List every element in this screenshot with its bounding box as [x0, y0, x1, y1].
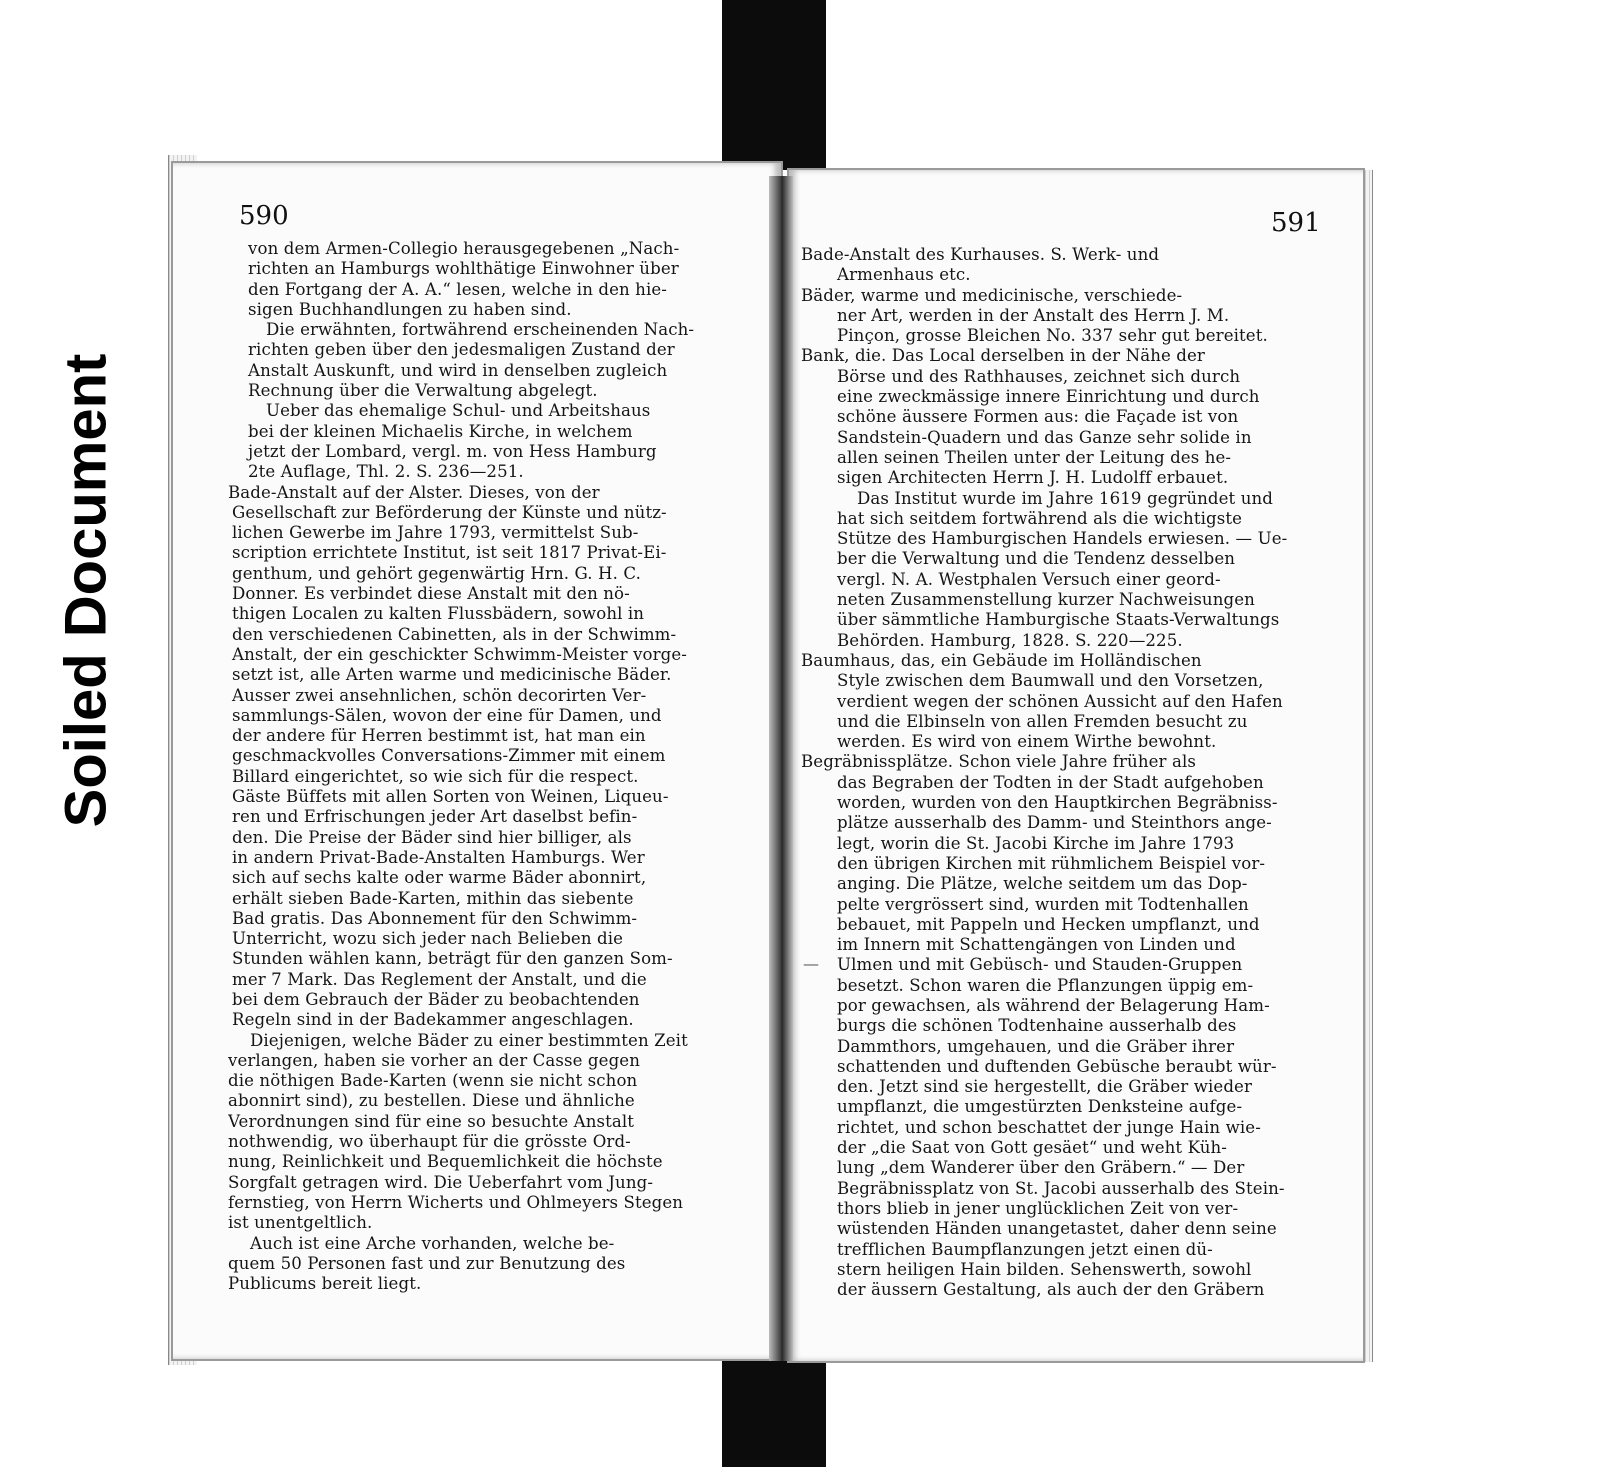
text-line: allen seinen Theilen unter der Leitung des he-: [837, 447, 1232, 467]
text-line: 2te Auflage, Thl. 2. S. 236—251.: [248, 462, 524, 482]
text-line: besetzt. Schon waren die Pflanzungen üppig em-: [837, 975, 1254, 995]
text-line: vergl. N. A. Westphalen Versuch einer geord-: [837, 569, 1221, 589]
text-line: jetzt der Lombard, vergl. m. von Hess Hamburg: [248, 441, 657, 461]
text-line: Bade-Anstalt des Kurhauses. S. Werk- und: [801, 245, 1160, 264]
text-line: trefflichen Baumpflanzungen jetzt einen dü-: [837, 1239, 1213, 1259]
text-line: Börse und des Rathhauses, zeichnet sich durch: [837, 366, 1241, 386]
text-line: der andere für Herren bestimmt ist, hat man ein: [232, 726, 646, 746]
text-line: Baumhaus, das, ein Gebäude im Holländischen: [801, 650, 1202, 670]
text-line: Gäste Büffets mit allen Sorten von Weinen, Liqueu-: [232, 787, 669, 807]
text-line: thors blieb in jener unglücklichen Zeit von ver-: [837, 1198, 1239, 1218]
text-line: Regeln sind in der Badekammer angeschlagen.: [232, 1010, 634, 1030]
text-line: Publicums bereit liegt.: [228, 1274, 422, 1294]
text-line: Bäder, warme und medicinische, verschiede-: [801, 285, 1183, 305]
text-line: Anstalt, der ein geschickter Schwimm-Meister vorge-: [232, 644, 688, 664]
text-line: sich auf sechs kalte oder warme Bäder abonnirt,: [232, 868, 647, 888]
text-line: Behörden. Hamburg, 1828. S. 220—225.: [837, 630, 1183, 650]
text-line: hat sich seitdem fortwährend als die wichtigste: [837, 508, 1243, 528]
text-line: Diejenigen, welche Bäder zu einer bestimmten Zeit: [250, 1030, 688, 1050]
text-line: thigen Localen zu kalten Flussbädern, sowohl in: [232, 604, 645, 624]
binding-strap-top: [722, 0, 826, 170]
text-line: Bank, die. Das Local derselben in der Nähe der: [801, 346, 1205, 366]
text-line: bebauet, mit Pappeln und Hecken umpflanzt, und: [837, 914, 1260, 934]
text-line: Stunden wählen kann, beträgt für den ganzen Som-: [232, 949, 673, 969]
text-line: Sorgfalt getragen wird. Die Ueberfahrt vom Jung-: [228, 1172, 654, 1192]
text-line: ren und Erfrischungen jeder Art daselbst befin-: [232, 807, 638, 827]
text-line: wüstenden Händen unangetastet, daher denn seine: [837, 1219, 1277, 1239]
text-line: verlangen, haben sie vorher an der Casse gegen: [228, 1050, 640, 1070]
left-page-number: 590: [239, 201, 289, 231]
text-line: stern heiligen Hain bilden. Sehenswerth, sowohl: [837, 1259, 1252, 1279]
text-line: Ueber das ehemalige Schul- und Arbeitshaus: [266, 401, 651, 421]
text-line: fernstieg, von Herrn Wicherts und Ohlmeyers Stegen: [228, 1192, 684, 1212]
text-line: der äussern Gestaltung, als auch der den Gräbern: [837, 1280, 1265, 1300]
text-line: bei der kleinen Michaelis Kirche, in welchem: [248, 421, 633, 441]
left-page-text: [228, 239, 768, 1294]
text-line: verdient wegen der schönen Aussicht auf den Hafen: [837, 691, 1283, 711]
right-page-text: [801, 245, 1301, 1300]
text-line: Unterricht, wozu sich jeder nach Belieben die: [232, 929, 624, 949]
text-line: burgs die schönen Todtenhaine ausserhalb des: [837, 1016, 1237, 1036]
text-line: Bad gratis. Das Abonnement für den Schwimm-: [232, 908, 638, 928]
soiled-document-text: Soiled Document: [53, 353, 119, 827]
text-line: den verschiedenen Cabinetten, als in der Schwimm-: [232, 624, 677, 644]
text-line: den. Jetzt sind sie hergestellt, die Gräber wieder: [837, 1077, 1253, 1097]
text-line: scription errichtete Institut, ist seit 1817 Privat-Ei-: [232, 543, 667, 563]
text-line: der „die Saat von Gott gesäet“ und weht Küh-: [837, 1138, 1227, 1158]
text-line: worden, wurden von den Hauptkirchen Begräbniss-: [837, 793, 1278, 813]
text-line: im Innern mit Schattengängen von Linden und: [837, 935, 1236, 955]
text-line: und die Elbinseln von allen Fremden besucht zu: [837, 711, 1248, 731]
text-line: den. Die Preise der Bäder sind hier billiger, als: [232, 827, 632, 847]
text-line: Pinçon, grosse Bleichen No. 337 sehr gut bereitet.: [837, 326, 1268, 346]
margin-dash-mark: —: [803, 954, 819, 973]
text-line: Armenhaus etc.: [837, 265, 971, 285]
text-line: plätze ausserhalb des Damm- und Steinthors ange-: [837, 813, 1272, 833]
text-line: mer 7 Mark. Das Reglement der Anstalt, und die: [232, 969, 647, 989]
text-line: Ulmen und mit Gebüsch- und Stauden-Gruppen: [837, 955, 1243, 975]
text-line: Begräbnissplatz von St. Jacobi ausserhalb des Stein-: [837, 1178, 1285, 1198]
text-line: erhält sieben Bade-Karten, mithin das siebente: [232, 888, 634, 908]
text-line: den übrigen Kirchen mit rühmlichem Beispiel vor-: [837, 853, 1266, 873]
text-line: richten geben über den jedesmaligen Zustand der: [248, 340, 675, 360]
text-line: Anstalt Auskunft, und wird in denselben zugleich: [248, 360, 668, 380]
text-line: das Begraben der Todten in der Stadt aufgehoben: [837, 772, 1264, 792]
text-line: richten an Hamburgs wohlthätige Einwohner über: [248, 259, 679, 279]
text-line: richtet, und schon beschattet der junge Hain wie-: [837, 1117, 1261, 1137]
book-gutter: [769, 176, 793, 1361]
text-line: neten Zusammenstellung kurzer Nachweisungen: [837, 590, 1255, 610]
text-line: schattenden und duftenden Gebüsche beraubt wür-: [837, 1056, 1277, 1076]
text-line: die nöthigen Bade-Karten (wenn sie nicht schon: [228, 1071, 638, 1091]
text-line: Die erwähnten, fortwährend erscheinenden Nach-: [266, 320, 695, 340]
text-line: Stütze des Hamburgischen Handels erwiesen. — Ue-: [837, 529, 1288, 549]
text-line: por gewachsen, als während der Belagerung Ham-: [837, 995, 1270, 1015]
text-line: geschmackvolles Conversations-Zimmer mit einem: [232, 746, 666, 766]
text-line: ber die Verwaltung und die Tendenz desselben: [837, 549, 1236, 569]
text-line: Ausser zwei ansehnlichen, schön decorirten Ver-: [232, 685, 647, 705]
text-line: Sandstein-Quadern und das Ganze sehr solide in: [837, 427, 1252, 447]
text-line: legt, worin die St. Jacobi Kirche im Jahre 1793: [837, 833, 1235, 853]
text-line: über sämmtliche Hamburgische Staats-Verwaltungs: [837, 610, 1280, 630]
text-line: nung, Reinlichkeit und Bequemlichkeit die höchste: [228, 1152, 663, 1172]
text-line: von dem Armen-Collegio herausgegebenen „Nach-: [248, 239, 680, 258]
text-line: nothwendig, wo überhaupt für die grösste Ord-: [228, 1132, 631, 1152]
text-line: lung „dem Wanderer über den Gräbern.“ — Der: [837, 1158, 1245, 1178]
text-line: sigen Buchhandlungen zu haben sind.: [248, 299, 572, 319]
text-line: sammlungs-Sälen, wovon der eine für Damen, und: [232, 705, 662, 725]
text-line: umpflanzt, die umgestürzten Denksteine aufge-: [837, 1097, 1243, 1117]
text-line: Billard eingerichtet, so wie sich für die respect.: [232, 766, 639, 786]
text-line: eine zweckmässige innere Einrichtung und durch: [837, 387, 1260, 407]
soiled-document-label: [36, 335, 136, 845]
text-line: den Fortgang der A. A.“ lesen, welche in den hie-: [248, 279, 667, 299]
text-line: werden. Es wird von einem Wirthe bewohnt.: [837, 732, 1217, 752]
text-line: setzt ist, alle Arten warme und medicinische Bäder.: [232, 665, 672, 685]
text-line: Dammthors, umgehauen, und die Gräber ihrer: [837, 1036, 1235, 1056]
left-page: [171, 161, 783, 1361]
text-line: anging. Die Plätze, welche seitdem um das Dop-: [837, 874, 1248, 894]
right-page-number: 591: [1271, 208, 1321, 238]
text-line: abonnirt sind), zu bestellen. Diese und ähnliche: [228, 1091, 635, 1111]
text-line: in andern Privat-Bade-Anstalten Hamburgs. Wer: [232, 847, 645, 867]
text-line: sigen Architecten Herrn J. H. Ludolff erbauet.: [837, 468, 1229, 488]
text-line: ner Art, werden in der Anstalt des Herrn J. M.: [837, 305, 1230, 325]
text-line: pelte vergrössert sind, wurden mit Todtenhallen: [837, 894, 1249, 914]
right-page: [787, 168, 1365, 1363]
text-line: genthum, und gehört gegenwärtig Hrn. G. H. C.: [232, 563, 641, 583]
text-line: Das Institut wurde im Jahre 1619 gegründet und: [857, 488, 1273, 508]
text-line: Begräbnissplätze. Schon viele Jahre früher als: [801, 752, 1196, 772]
text-line: Verordnungen sind für eine so besuchte Anstalt: [228, 1111, 635, 1131]
text-line: Auch ist eine Arche vorhanden, welche be-: [250, 1233, 615, 1253]
text-line: Rechnung über die Verwaltung abgelegt.: [248, 381, 598, 401]
text-line: Gesellschaft zur Beförderung der Künste und nütz-: [232, 502, 667, 522]
text-line: ist unentgeltlich.: [228, 1213, 373, 1233]
text-line: Style zwischen dem Baumwall und den Vorsetzen,: [837, 671, 1264, 691]
text-line: Bade-Anstalt auf der Alster. Dieses, von der: [228, 482, 600, 502]
text-line: bei dem Gebrauch der Bäder zu beobachtenden: [232, 989, 640, 1009]
text-line: lichen Gewerbe im Jahre 1793, vermittelst Sub-: [232, 523, 639, 543]
text-line: schöne äussere Formen aus: die Façade ist von: [837, 407, 1239, 427]
text-line: quem 50 Personen fast und zur Benutzung des: [228, 1253, 626, 1273]
text-line: Donner. Es verbindet diese Anstalt mit den nö-: [232, 584, 630, 604]
